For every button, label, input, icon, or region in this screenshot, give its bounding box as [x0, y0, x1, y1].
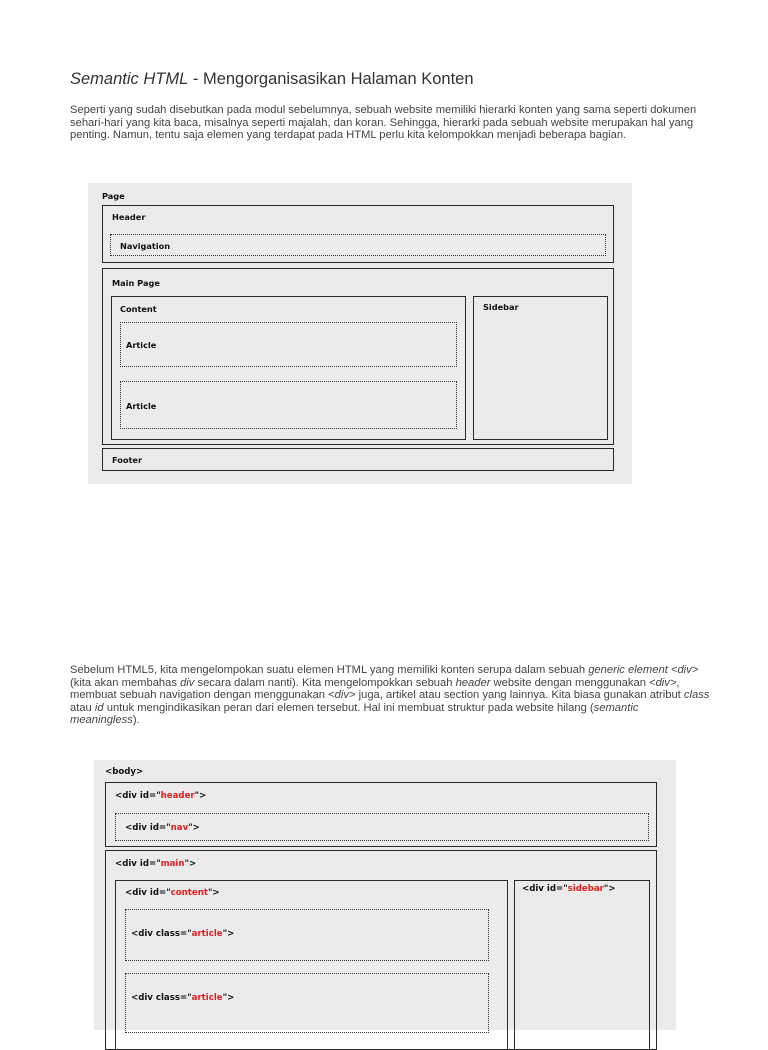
article-class-2: article	[191, 993, 223, 1003]
div-layout-diagram	[94, 760, 676, 1030]
sidebar-id: sidebar	[567, 884, 604, 894]
page-title	[70, 70, 474, 89]
p2-text-6: juga, artikel atau section yang lainnya. Kita biasa gunakan atribut	[355, 689, 684, 702]
title-rest: - Mengorganisasikan Halaman Konten	[188, 70, 474, 88]
code-close: ">	[194, 791, 207, 801]
div-sidebar-box	[514, 880, 650, 1050]
p2-emph-2: div	[180, 676, 195, 689]
navigation-box	[110, 234, 606, 256]
code-close: ">	[207, 888, 220, 898]
header-id: header	[160, 791, 195, 801]
p2-emph-3: header	[455, 676, 491, 689]
div-content-box	[115, 880, 508, 1050]
header-label: Header	[112, 212, 146, 222]
navigation-label: Navigation	[120, 241, 171, 251]
main-page-label: Main Page	[112, 278, 160, 288]
article-box-2	[120, 381, 457, 429]
p2-emph-1: generic element <div>	[588, 664, 699, 676]
p2-text-3: secara dalam nanti). Kita mengelompokkan sebuah	[194, 676, 456, 689]
code-close: ">	[222, 993, 235, 1003]
p2-emph-6: class	[683, 689, 710, 702]
div-main-label	[115, 859, 196, 869]
code-open-class: <div class="	[131, 993, 192, 1003]
div-sidebar-label	[522, 884, 616, 894]
content-id: content	[170, 888, 208, 898]
content-box	[111, 296, 466, 440]
div-main-box	[105, 850, 657, 1050]
code-close: ">	[188, 823, 200, 833]
header-box	[102, 205, 614, 263]
div-content-label	[125, 888, 220, 898]
code-open: <div id="	[115, 859, 161, 869]
div-nav-box	[115, 813, 649, 841]
p2-emph-8: semantic meaningless	[70, 701, 639, 727]
p2-text-2: (kita akan membahas	[70, 676, 181, 689]
footer-box	[102, 448, 614, 471]
div-article-box-2	[125, 973, 489, 1033]
p2-text-7: atau	[70, 701, 95, 714]
intro-paragraph: Seperti yang sudah disebutkan pada modul sebelumnya, sebuah website memiliki hierarki konten yang sama seperti dokumen sehari-hari yang kita baca, misalnya seperti majalah, dan koran. Sehingga, hierarki pada sebuah website merupakan hal yang penting. Namun, tentu saja elemen yang terdapat pada HTML perlu kita kelompokkan menjadi beberapa bagian.	[70, 104, 697, 142]
div-article-box-1	[125, 909, 489, 961]
code-open: <div id="	[522, 884, 568, 894]
p2-text-5: , membuat sebuah navigation dengan menggunakan	[70, 676, 680, 702]
html5-paragraph	[70, 664, 710, 727]
page-layout-diagram	[88, 183, 632, 484]
p2-text-9: ).	[132, 714, 140, 727]
page-label: Page	[102, 191, 125, 201]
code-close: ">	[222, 929, 235, 939]
article-label-2: Article	[126, 401, 157, 411]
div-nav-label	[125, 823, 200, 833]
div-header-box	[105, 782, 657, 847]
div-header-label	[115, 791, 206, 801]
p2-text-8: untuk mengindikasikan peran dari elemen tersebut. Hal ini membuat struktur pada website hilang (	[103, 701, 594, 714]
div-article-label-1	[131, 929, 234, 939]
main-id: main	[160, 859, 185, 869]
code-open: <div id="	[125, 888, 171, 898]
sidebar-label: Sidebar	[483, 302, 519, 312]
code-open: <div id="	[125, 823, 171, 833]
title-italic: Semantic HTML	[70, 70, 189, 88]
article-label-1: Article	[126, 340, 157, 350]
body-tag-label: <body>	[105, 767, 144, 777]
code-close: ">	[603, 884, 616, 894]
main-page-box	[102, 268, 614, 445]
article-class-1: article	[191, 929, 223, 939]
p2-emph-5: <div>	[328, 689, 356, 702]
code-close: ">	[184, 859, 197, 869]
p2-emph-4: <div>	[649, 676, 677, 689]
sidebar-box	[473, 296, 608, 440]
footer-label: Footer	[112, 455, 143, 465]
nav-id: nav	[170, 823, 189, 833]
p2-text-4: website dengan menggunakan	[490, 676, 650, 689]
p2-text-1: Sebelum HTML5, kita mengelompokan suatu elemen HTML yang memiliki konten serupa dalam sebuah	[70, 664, 589, 676]
article-box-1	[120, 322, 457, 367]
p2-emph-7: id	[94, 701, 104, 714]
div-article-label-2	[131, 993, 234, 1003]
code-open-class: <div class="	[131, 929, 192, 939]
code-open: <div id="	[115, 791, 161, 801]
content-label: Content	[120, 304, 157, 314]
